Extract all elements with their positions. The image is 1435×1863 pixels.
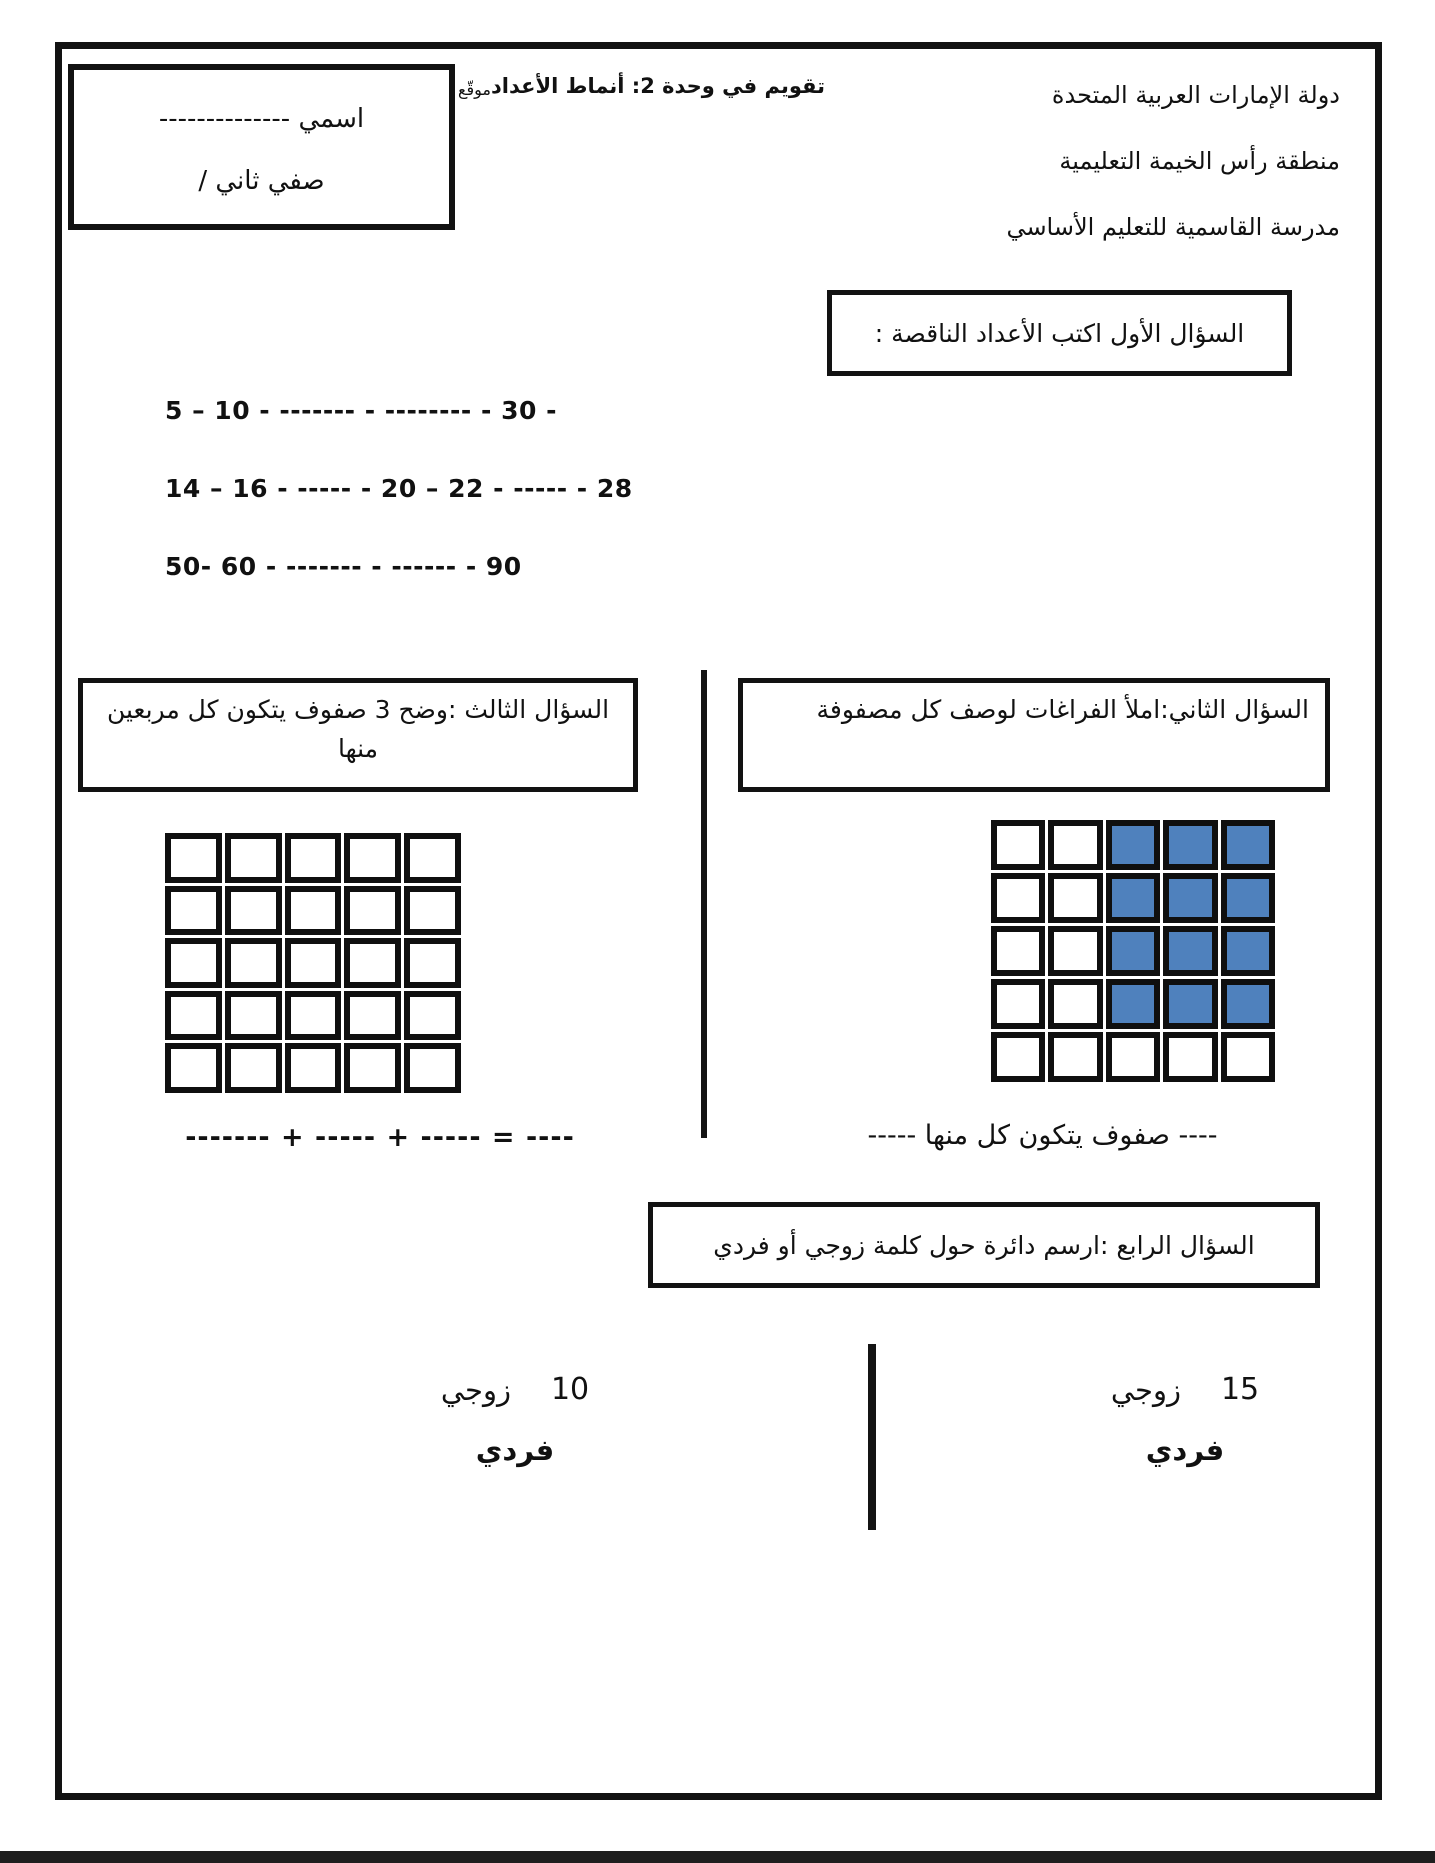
- grid-cell: [991, 1032, 1045, 1082]
- grid-cell-filled: [1163, 873, 1217, 923]
- signature-label: موقّع: [458, 80, 491, 99]
- question4-heading: السؤال الرابع :ارسم دائرة حول كلمة زوجي أو فردي: [713, 1230, 1255, 1260]
- grid-cell: [991, 979, 1045, 1029]
- odd-word-15: فردي: [1145, 1433, 1225, 1467]
- grid-cell: [1106, 1032, 1160, 1082]
- grid-cell-filled: [1106, 926, 1160, 976]
- grid-cell: [1163, 1032, 1217, 1082]
- grid-cell: [991, 926, 1045, 976]
- grid-cell: [991, 873, 1045, 923]
- question2-array-grid: [991, 820, 1275, 1082]
- grid-cell: [165, 938, 222, 988]
- even-word-15: زوجي: [1110, 1372, 1181, 1407]
- even-odd-divider: [868, 1344, 876, 1530]
- school-header-country: دولة الإمارات العربية المتحدة: [1051, 81, 1340, 109]
- grid-cell: [285, 938, 342, 988]
- number-sequence-1: 5 – 10 - ------- - -------- - 30 -: [165, 396, 557, 425]
- question1-heading: السؤال الأول اكتب الأعداد الناقصة :: [874, 318, 1245, 348]
- grid-cell: [1048, 820, 1102, 870]
- grid-cell-filled: [1163, 979, 1217, 1029]
- even-word-10: زوجي: [440, 1372, 511, 1407]
- question4-heading-box: [648, 1202, 1320, 1288]
- item-number-15: 15: [1220, 1372, 1260, 1407]
- grid-cell: [285, 991, 342, 1041]
- question2-answer-blanks: ---- صفوف يتكون كل منها -----: [867, 1120, 1218, 1151]
- grid-cell: [285, 886, 342, 936]
- grid-cell: [225, 886, 282, 936]
- grid-cell: [404, 991, 461, 1041]
- grid-cell: [404, 833, 461, 883]
- grid-cell: [165, 886, 222, 936]
- grid-cell: [404, 1043, 461, 1093]
- school-header-zone: منطقة رأس الخيمة التعليمية: [1059, 147, 1340, 175]
- student-name-box: [68, 64, 455, 230]
- grid-cell: [991, 820, 1045, 870]
- grid-cell: [165, 833, 222, 883]
- question3-heading: السؤال الثالث :وضح 3 صفوف يتكون كل مربعين منها: [106, 695, 610, 763]
- grid-cell: [285, 1043, 342, 1093]
- grid-cell: [344, 886, 401, 936]
- odd-word-10: فردي: [475, 1433, 555, 1467]
- grid-cell: [225, 1043, 282, 1093]
- grid-cell: [344, 833, 401, 883]
- student-name-line: اسمي --------------: [158, 104, 365, 134]
- grid-cell: [1048, 1032, 1102, 1082]
- grid-cell: [344, 1043, 401, 1093]
- grid-cell-filled: [1221, 979, 1275, 1029]
- grid-cell: [225, 938, 282, 988]
- grid-cell: [404, 886, 461, 936]
- grid-cell: [285, 833, 342, 883]
- grid-cell: [1048, 926, 1102, 976]
- section-divider: [701, 670, 707, 1138]
- question1-heading-box: [827, 290, 1292, 376]
- question3-heading-box: [78, 678, 638, 792]
- grid-cell: [165, 1043, 222, 1093]
- grid-cell-filled: [1221, 926, 1275, 976]
- grid-cell: [225, 991, 282, 1041]
- grid-cell-filled: [1106, 820, 1160, 870]
- school-header: [1006, 62, 1340, 260]
- number-sequence-2: 14 – 16 - ----- - 20 – 22 - ----- - 28: [165, 474, 633, 503]
- question3-answer-blanks: ------- + ----- + ----- = ----: [185, 1122, 575, 1153]
- school-header-school: مدرسة القاسمية للتعليم الأساسي: [1006, 213, 1340, 241]
- question2-heading-box: [738, 678, 1330, 792]
- grid-cell-filled: [1221, 873, 1275, 923]
- even-odd-item-10: [410, 1372, 620, 1467]
- number-sequence-3: 50- 60 - ------- - ------ - 90: [165, 552, 522, 581]
- grid-cell: [225, 833, 282, 883]
- grid-cell: [165, 991, 222, 1041]
- grid-cell: [1048, 873, 1102, 923]
- student-class-line: صفي ثاني /: [198, 166, 325, 196]
- grid-cell-filled: [1106, 873, 1160, 923]
- grid-cell: [344, 991, 401, 1041]
- paper-title: تقويم في وحدة 2: أنماط الأعداد: [491, 74, 825, 98]
- even-odd-item-15: [1080, 1372, 1290, 1467]
- page-bottom-edge: [0, 1851, 1435, 1863]
- grid-cell: [344, 938, 401, 988]
- grid-cell: [1048, 979, 1102, 1029]
- grid-cell-filled: [1106, 979, 1160, 1029]
- grid-cell-filled: [1163, 926, 1217, 976]
- grid-cell-filled: [1221, 820, 1275, 870]
- grid-cell-filled: [1163, 820, 1217, 870]
- question3-empty-grid: [165, 833, 461, 1093]
- grid-cell: [404, 938, 461, 988]
- item-number-10: 10: [550, 1372, 590, 1407]
- question2-heading: السؤال الثاني:املأ الفراغات لوصف كل مصفوفة: [816, 695, 1309, 724]
- grid-cell: [1221, 1032, 1275, 1082]
